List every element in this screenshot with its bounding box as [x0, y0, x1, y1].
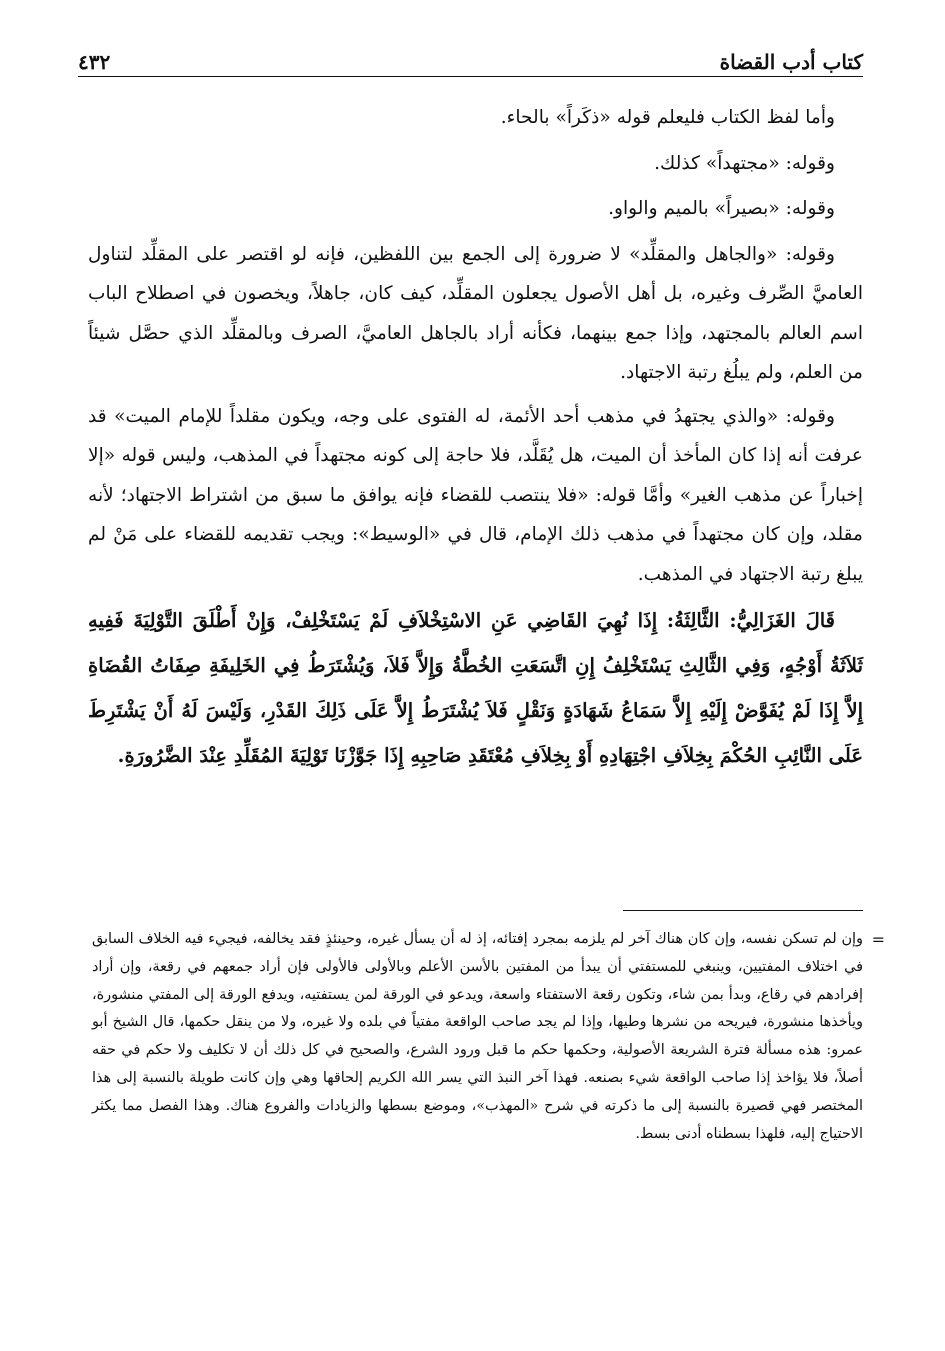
- paragraph-3: وقوله: «بصيراً» بالميم والواو.: [608, 198, 835, 219]
- header-rule: [78, 76, 863, 77]
- book-title: كتاب أدب القضاة: [719, 50, 863, 74]
- page-header: [78, 40, 863, 74]
- footnote: [92, 926, 885, 1148]
- paragraph-2: وقوله: «مجتهداً» كذلك.: [654, 152, 835, 174]
- paragraph-5: وقوله: «والذي يجتهدُ في مذهب أحد الأئمة، له الفتوى على وجه، ويكون مقلداً للإمام الميت» قد عرفت أنه إذا كان المأخذ أن الميت، هل يُقَلَّد، فلا حاجة إلى كونه مجتهداً في المذهب، وليس قوله «إلا إخباراً عن مذهب الغير» وأمَّا قوله: «فلا ينتصب للقضاء فإنه يوافق ما سبق من اشتراط الاجتهاد؛ لأنه مقلد، وإن كان مجتهداً في مذهب ذلك الإمام، قال في «الوسيط»: ويجب تقديمه للقضاء على مَنْ لم يبلغ رتبة الاجتهاد في المذهب.: [88, 405, 863, 585]
- paragraph-4: وقوله: «والجاهل والمقلِّد» لا ضرورة إلى الجمع بين اللفظين، فإنه لو اقتصر على المقلِّد لتناول العاميَّ الصِّرف وغيره، بل أهل الأصول يجعلون المقلِّد، كيف كان، جاهلاً، ويخصون في اصطلاح الباب اسم العالم بالمجتهد، وإذا جمع بينهما، فكأنه أراد بالجاهل العاميَّ، الصرف وبالمقلِّد الذي حصَّل شيئاً من العلم، ولم يبلُغ رتبة الاجتهاد.: [88, 243, 863, 383]
- footnote-rule: [623, 910, 863, 911]
- page-number: ٤٣٢: [78, 50, 111, 74]
- footnote-continuation-marker: =: [871, 930, 885, 949]
- ghazali-quote: قَالَ الغَزَالِيُّ: الثَّالِثَةُ: إِذَا نُهِيَ القَاضِي عَنِ الاسْتِخْلاَفِ لَمْ يَسْتَخْلِفْ، وَإِنْ أَطْلَقَ التَّوْلِيَةَ فَفِيهِ ثَلاَثَةُ أَوْجُهٍ، وَفِي الثَّالِثِ يَسْتَخْلِفُ إِنِ اتَّسَعَتِ الخُطَّةُ وَإِلاَّ فَلاَ، وَيُشْتَرَطُ فِي الخَلِيفَةِ صِفَاتُ القُضَاةِ إِلاَّ إِذَا لَمْ يُفَوَّضْ إِلَيْهِ إِلاَّ سَمَاعُ شَهَادَةٍ وَنَقْلٍ فَلاَ يُشْتَرَطُ إِلاَّ عَلَى ذَلِكَ القَدْرِ، وَلَيْسَ لَهُ أَنْ يَشْتَرِطَ عَلَى النَّائِبِ الحُكْمَ بِخِلاَفِ اجْتِهَادِهِ أَوْ بِخِلاَفِ مُعْتَقَدِ صَاحِبِهِ إِذَا جَوَّزْنَا تَوْلِيَةَ المُقَلِّدِ عِنْدَ الضَّرُورَةِ.: [88, 609, 863, 767]
- paragraph-1: وأما لفظ الكتاب فليعلم قوله «ذكَراً» بالحاء.: [500, 107, 835, 128]
- footnote-text: وإن لم تسكن نفسه، وإن كان هناك آخر لم يلزمه بمجرد إفتائه، إذ له أن يسأل غيره، وحينئذٍ فقد يخالفه، فيجيء فيه الخلاف السابق في اختلاف المفتيين، وينبغي للمستفتي أن يبدأ من المفتين بالأسن الأعلم وبالأولى فالأولى فإن أراد جمعهم في رقعة، وإن أراد إفرادهم في رقاع، وبدأ بمن شاء، وتكون رقعة الاستفتاء واسعة، ويدعو في الورقة لمن يستفتيه، ويدفع الورقة إلى المفتي منشورة، ويأخذها منشورة، فيريحه من نشرها وطيها، وإذا لم يجد صاحب الواقعة مفتياً في بلده ولا غيره، ولا من ينقل حكمها، قال الشيخ أبو عمرو: هذه مسألة فترة الشريعة الأصولية، وحكمها حكم ما قبل ورود الشرع، والصحيح في كل ذلك أن لا تكليف ولا حكم في حقه أصلاً، فلا يؤاخذ إذا صاحب الواقعة شيء بصنعه. فهذا آخر النبذ التي يسر الله الكريم إلحاقها وهي وإن كانت طويلة بالنسبة إلى هذا المختصر فهي قصيرة بالنسبة إلى ما ذكرته في شرح «المهذب»، وموضع بسطها والزيادات والفروع هناك. وهذا الفصل مما يكثر الاحتياج إليه، فلهذا بسطناه أدنى بسط.: [92, 931, 863, 1142]
- main-text: [88, 98, 863, 782]
